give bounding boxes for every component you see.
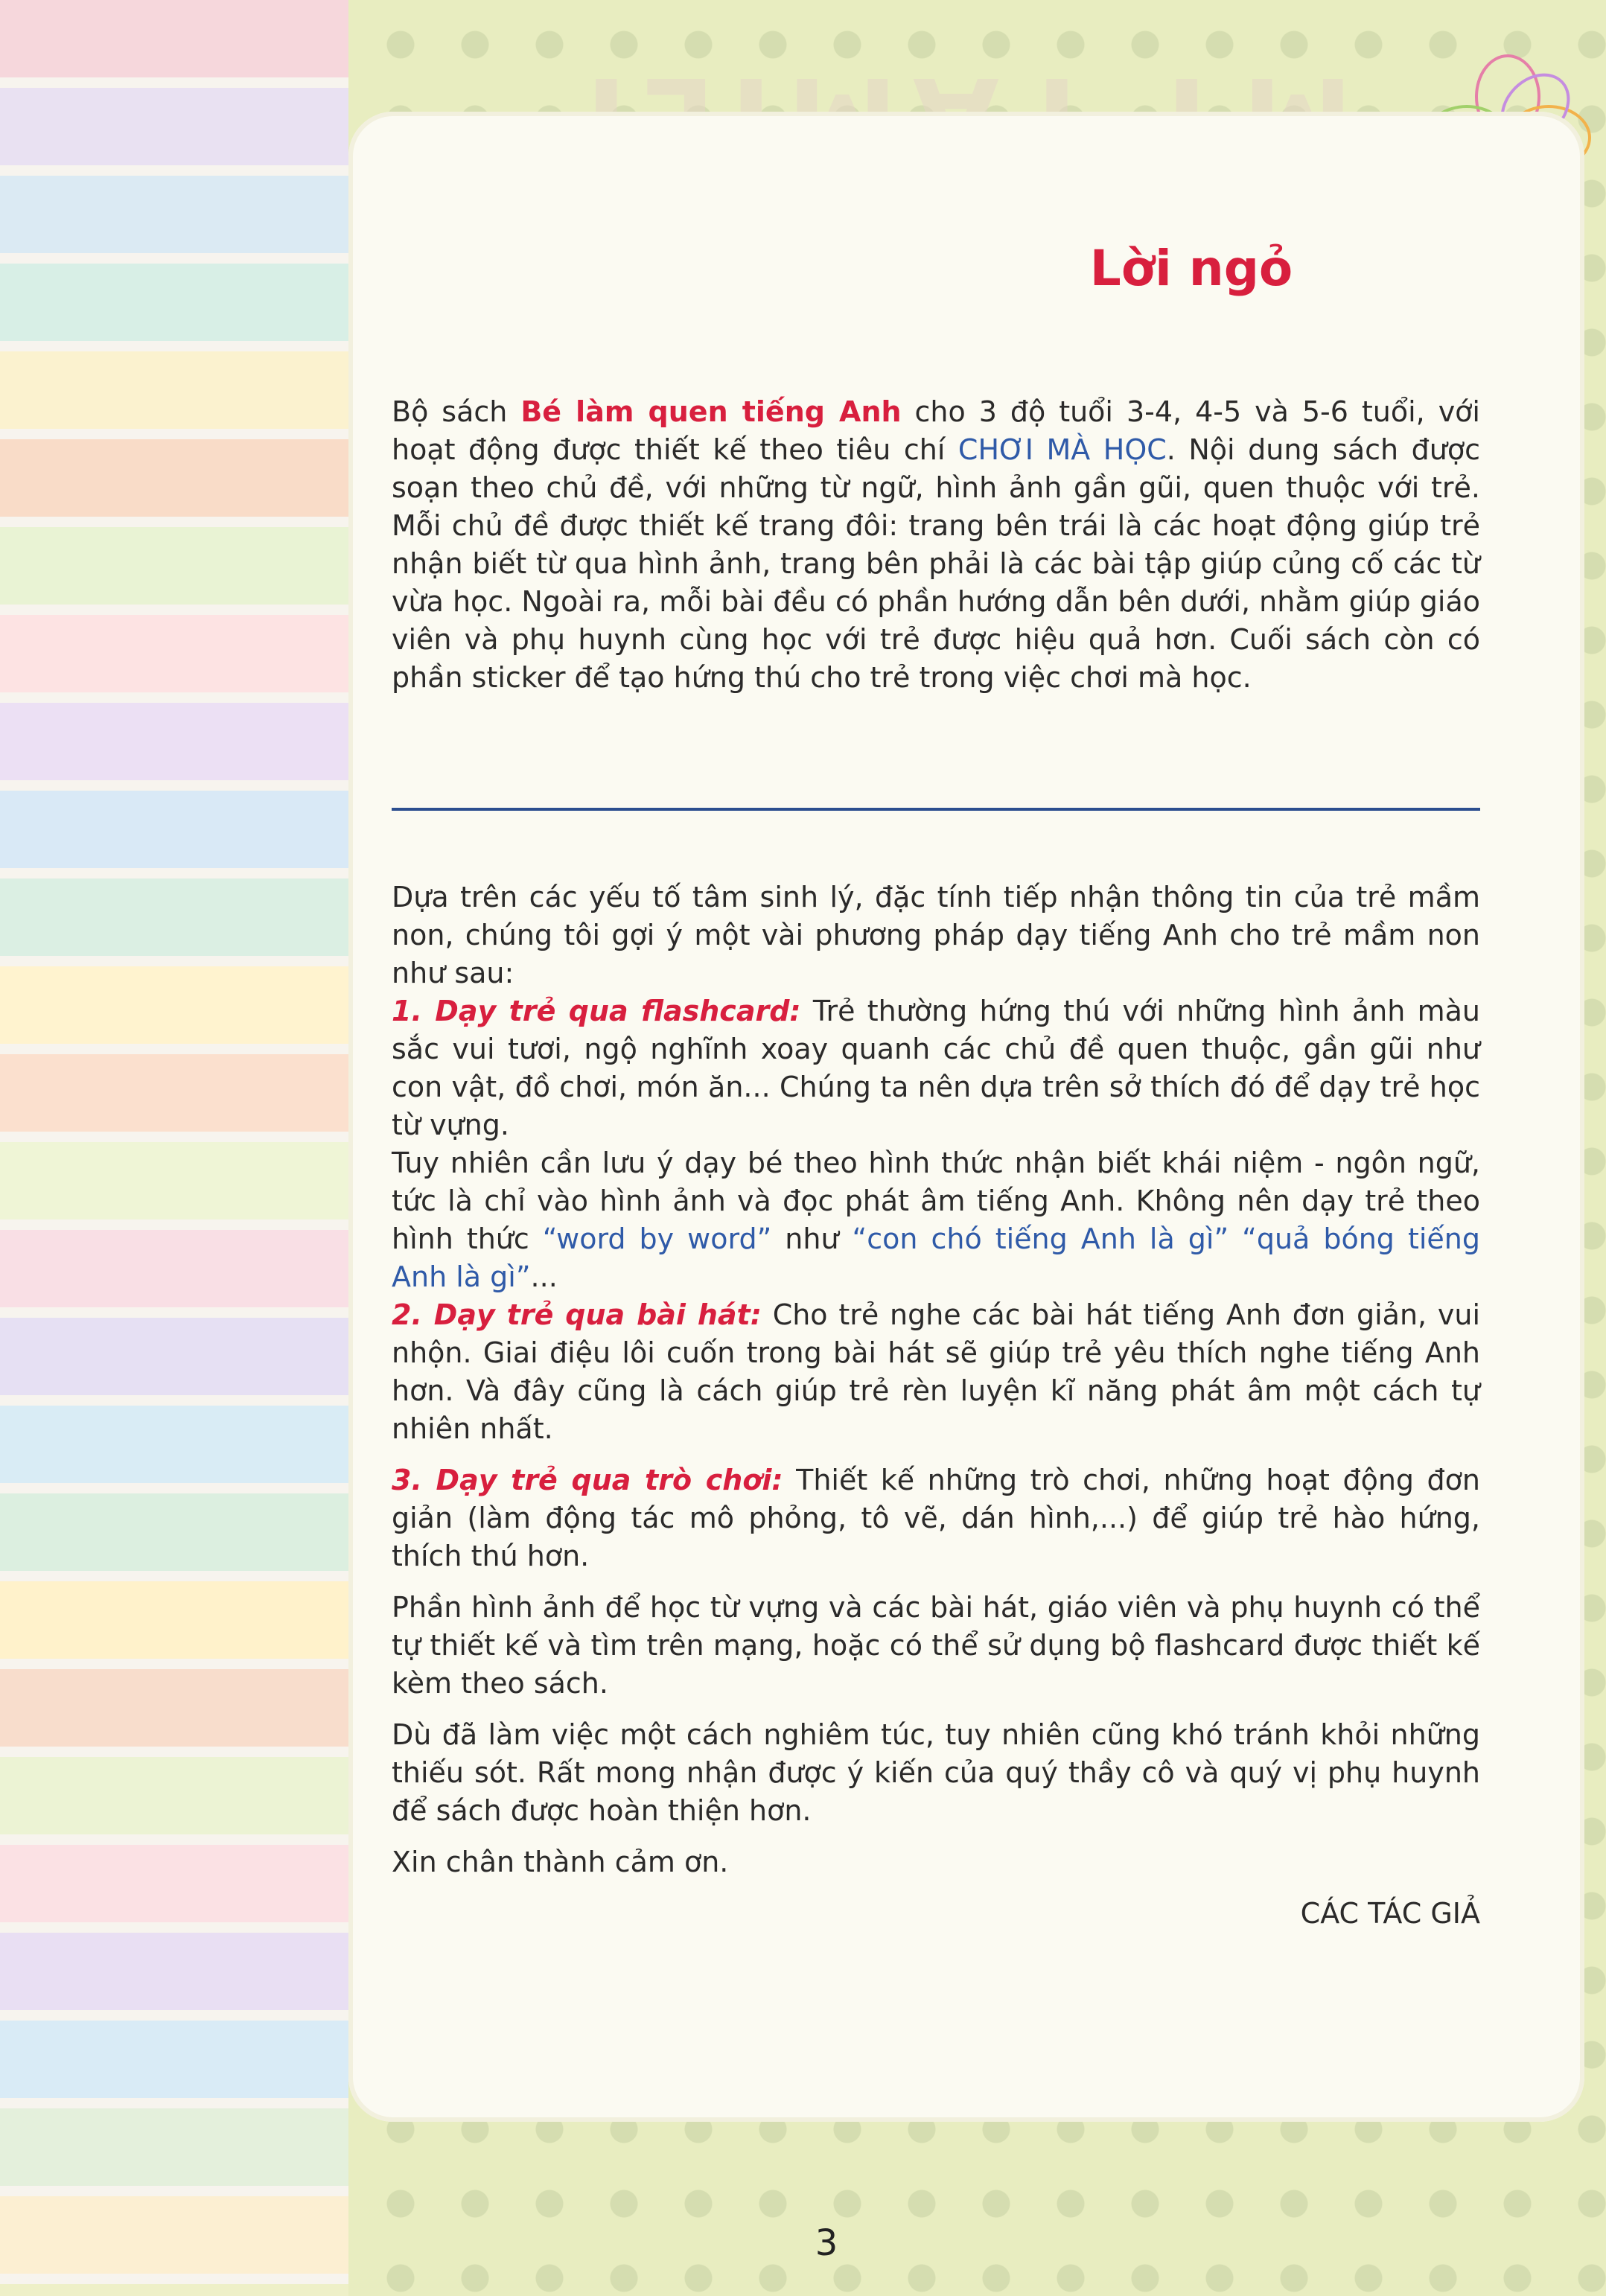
stripe: [0, 1142, 348, 1219]
stripe: [0, 88, 348, 165]
authors-signature: CÁC TÁC GIẢ: [1300, 1897, 1480, 1930]
method-1-note-quote-1: “word by word”: [542, 1222, 772, 1255]
stripe: [0, 791, 348, 868]
stripe: [0, 2196, 348, 2274]
method-1-note-post: ...: [530, 1260, 558, 1293]
stripe: [0, 439, 348, 517]
stripe: [0, 2021, 348, 2098]
intro-post-text: . Nội dung sách được soạn theo chủ đề, với những từ ngữ, hình ảnh gần gũi, quen thuộc với trẻ. Mỗi chủ đề được thiết kế trang đôi: trang bên trái là các hoạt động giúp trẻ nhận biết từ qua hình ảnh, trang bên phải là các bài tập giúp củng cố các từ vừa học. Ngoài ra, mỗi bài đều có phần hướng dẫn bên dưới, nhằm giúp giáo viên và phụ huynh cùng học với trẻ được hiệu quả hơn. Cuối sách còn có phần sticker để tạo hứng thú cho trẻ trong việc chơi mà học.: [392, 433, 1480, 694]
stripe: [0, 1054, 348, 1132]
method-3-title: 3. Dạy trẻ qua trò chơi:: [392, 1464, 783, 1496]
stripe: [0, 1757, 348, 1834]
stripe: [0, 527, 348, 605]
methods-section: [392, 878, 1480, 1933]
stripe: [0, 2108, 348, 2186]
method-2-title: 2. Dạy trẻ qua bài hát:: [392, 1298, 762, 1331]
left-stripe-border: [0, 0, 348, 2296]
intro-section: [392, 393, 1480, 697]
method-1: [392, 992, 1480, 1144]
page-title: Lời ngỏ: [1089, 240, 1293, 297]
methods-lead: Dựa trên các yếu tố tâm sinh lý, đặc tính tiếp nhận thông tin của trẻ mầm non, chúng tôi gợi ý một vài phương pháp dạy tiếng Anh cho trẻ mầm non như sau:: [392, 881, 1480, 989]
closing-paragraph-1: Phần hình ảnh để học từ vựng và các bài hát, giáo viên và phụ huynh có thể tự thiết kế và tìm trên mạng, hoặc có thể sử dụng bộ flashcard được thiết kế kèm theo sách.: [392, 1591, 1480, 1700]
motto-text: CHƠI MÀ HỌC: [957, 433, 1167, 466]
stripe: [0, 1669, 348, 1747]
thanks-line: Xin chân thành cảm ơn.: [392, 1846, 729, 1878]
stripe: [0, 1933, 348, 2010]
method-1-note-quote-2: “con chó tiếng Anh là gì” “quả bóng tiếng Anh là gì”: [392, 1222, 1480, 1293]
page-number: 3: [815, 2222, 838, 2264]
method-1-text: Trẻ thường hứng thú với những hình ảnh màu sắc vui tươi, ngộ nghĩnh xoay quanh các chủ đề quen thuộc, gần gũi như con vật, đồ chơi, món ăn... Chúng ta nên dựa trên sở thích đó để dạy trẻ học từ vựng.: [392, 995, 1480, 1141]
stripe: [0, 264, 348, 341]
intro-pre-text: Bộ sách: [392, 395, 521, 428]
stripe: [0, 1581, 348, 1659]
closing-paragraph-2: Dù đã làm việc một cách nghiêm túc, tuy nhiên cũng khó tránh khỏi những thiếu sót. Rất mong nhận được ý kiến của quý thầy cô và quý vị phụ huynh để sách được hoàn thiện hơn.: [392, 1718, 1480, 1827]
stripe: [0, 0, 348, 77]
stripe: [0, 615, 348, 692]
section-divider: [392, 808, 1480, 811]
stripe: [0, 1493, 348, 1571]
method-1-note-mid: như: [771, 1222, 853, 1255]
intro-paragraph: [392, 393, 1480, 697]
stripe: [0, 1230, 348, 1307]
stripe: [0, 1406, 348, 1483]
method-3-text: Thiết kế những trò chơi, những hoạt động đơn giản (làm động tác mô phỏng, tô vẽ, dán hình,...) để giúp trẻ hào hứng, thích thú hơn.: [392, 1464, 1480, 1572]
intro-mid-text: cho 3 độ tuổi 3-4, 4-5 và 5-6 tuổi, với hoạt động được thiết kế theo tiêu chí: [392, 395, 1480, 466]
method-1-note: [392, 1144, 1480, 1296]
stripe: [0, 966, 348, 1044]
book-title: Bé làm quen tiếng Anh: [520, 395, 902, 428]
method-2-text: Cho trẻ nghe các bài hát tiếng Anh đơn giản, vui nhộn. Giai điệu lôi cuốn trong bài hát sẽ giúp trẻ yêu thích nghe tiếng Anh hơn. Và đây cũng là cách giúp trẻ rèn luyện kĩ năng phát âm một cách tự nhiên nhất.: [392, 1298, 1481, 1445]
stripe: [0, 1845, 348, 1922]
stripe: [0, 703, 348, 780]
stripe: [0, 1318, 348, 1395]
method-3: [392, 1461, 1480, 1575]
stripe: [0, 176, 348, 253]
stripe: [0, 878, 348, 956]
method-2: [392, 1296, 1480, 1448]
stripe: [0, 351, 348, 429]
method-1-title: 1. Dạy trẻ qua flashcard:: [392, 995, 801, 1027]
method-1-note-pre: Tuy nhiên cần lưu ý dạy bé theo hình thức nhận biết khái niệm - ngôn ngữ, tức là chỉ vào hình ảnh và đọc phát âm tiếng Anh. Không nên dạy trẻ theo hình thức: [392, 1147, 1480, 1255]
